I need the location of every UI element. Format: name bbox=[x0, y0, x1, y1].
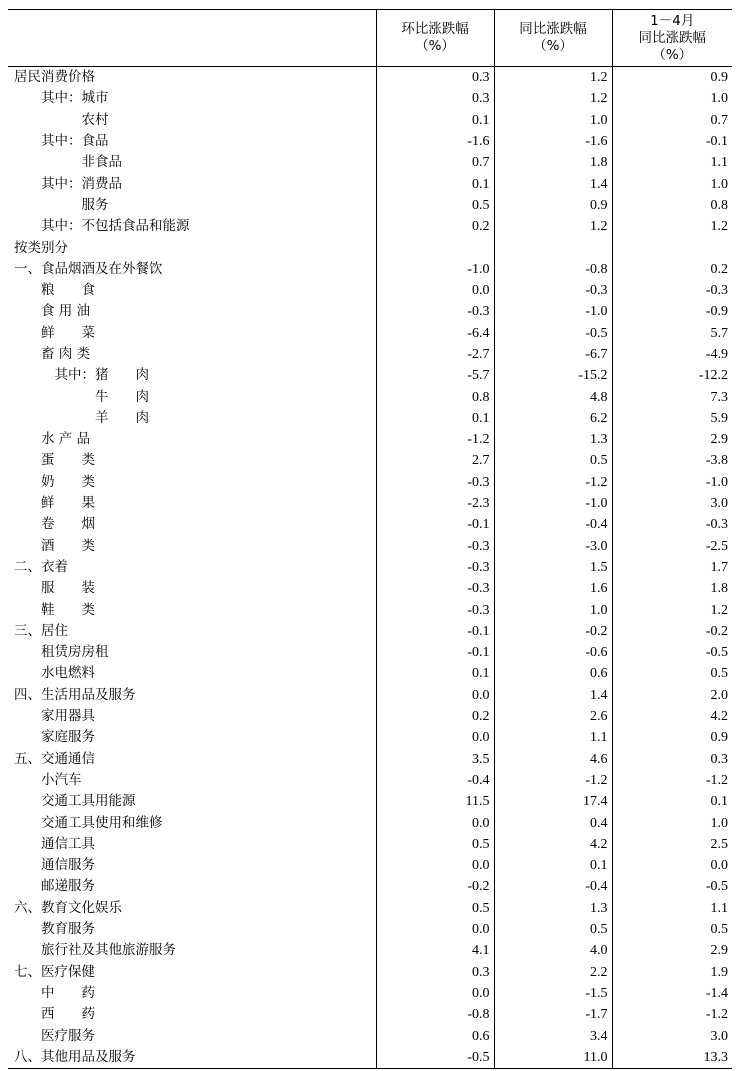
yoy-value: -1.0 bbox=[494, 493, 612, 514]
table-row bbox=[8, 642, 732, 663]
row-label: 交通工具用能源 bbox=[14, 793, 136, 810]
row-label: 农村 bbox=[14, 111, 109, 128]
row-label: 其中：猪 肉 bbox=[14, 367, 149, 384]
header-yoy-line-2: （%） bbox=[533, 38, 573, 54]
row-label: 奶 类 bbox=[14, 473, 95, 490]
table-body bbox=[8, 67, 732, 1069]
table-row bbox=[8, 706, 732, 727]
header-row bbox=[8, 10, 732, 67]
mom-value: -0.3 bbox=[376, 472, 494, 493]
mom-value: -0.3 bbox=[376, 578, 494, 599]
row-label: 服 装 bbox=[14, 580, 95, 597]
mom-value: 0.2 bbox=[376, 216, 494, 237]
yoy-value: 1.2 bbox=[494, 88, 612, 109]
ytd-value: -3.8 bbox=[612, 450, 732, 471]
table-row bbox=[8, 621, 732, 642]
row-label: 其中：不包括食品和能源 bbox=[14, 218, 190, 235]
row-label: 二、衣着 bbox=[14, 558, 68, 575]
yoy-value: 17.4 bbox=[494, 791, 612, 812]
ytd-value: 3.0 bbox=[612, 1025, 732, 1046]
yoy-value: -0.6 bbox=[494, 642, 612, 663]
table-row bbox=[8, 663, 732, 684]
mom-value: -0.5 bbox=[376, 1047, 494, 1069]
table-row bbox=[8, 514, 732, 535]
table-row bbox=[8, 685, 732, 706]
ytd-value: -12.2 bbox=[612, 365, 732, 386]
table-row bbox=[8, 876, 732, 897]
ytd-value: 1.8 bbox=[612, 578, 732, 599]
mom-value: -0.1 bbox=[376, 514, 494, 535]
mom-value: 0.0 bbox=[376, 812, 494, 833]
row-label: 家用器具 bbox=[14, 708, 95, 725]
yoy-value: 1.4 bbox=[494, 173, 612, 194]
mom-value: 0.0 bbox=[376, 280, 494, 301]
ytd-value: 1.0 bbox=[612, 812, 732, 833]
mom-value: -6.4 bbox=[376, 323, 494, 344]
ytd-value: 0.8 bbox=[612, 195, 732, 216]
mom-value: -1.6 bbox=[376, 131, 494, 152]
mom-value: 0.5 bbox=[376, 195, 494, 216]
ytd-value: 0.3 bbox=[612, 749, 732, 770]
table-row bbox=[8, 152, 732, 173]
row-label: 服务 bbox=[14, 196, 109, 213]
ytd-value: -4.9 bbox=[612, 344, 732, 365]
table-row bbox=[8, 940, 732, 961]
table-row bbox=[8, 770, 732, 791]
row-label: 畜 肉 类 bbox=[14, 346, 91, 362]
yoy-value: -0.4 bbox=[494, 876, 612, 897]
ytd-value: 3.0 bbox=[612, 493, 732, 514]
row-label: 牛 肉 bbox=[14, 388, 149, 405]
ytd-value: 13.3 bbox=[612, 1047, 732, 1069]
ytd-value: -0.1 bbox=[612, 131, 732, 152]
ytd-value: 0.9 bbox=[612, 67, 732, 89]
row-label: 酒 类 bbox=[14, 537, 95, 554]
table-row bbox=[8, 365, 732, 386]
yoy-value: -1.2 bbox=[494, 472, 612, 493]
ytd-value: 5.9 bbox=[612, 408, 732, 429]
mom-value: -0.1 bbox=[376, 642, 494, 663]
ytd-value: -0.3 bbox=[612, 514, 732, 535]
header-label-cell bbox=[8, 10, 376, 67]
table-row bbox=[8, 131, 732, 152]
yoy-value: -0.5 bbox=[494, 323, 612, 344]
yoy-value bbox=[494, 237, 612, 258]
table-row bbox=[8, 450, 732, 471]
yoy-value: -3.0 bbox=[494, 536, 612, 557]
mom-value: 0.3 bbox=[376, 961, 494, 982]
yoy-value: -0.2 bbox=[494, 621, 612, 642]
ytd-value: 2.9 bbox=[612, 429, 732, 450]
yoy-value: -0.3 bbox=[494, 280, 612, 301]
row-label: 其中：食品 bbox=[14, 133, 109, 150]
yoy-value: 1.2 bbox=[494, 67, 612, 89]
yoy-value: 2.6 bbox=[494, 706, 612, 727]
yoy-value: 6.2 bbox=[494, 408, 612, 429]
row-label: 食 用 油 bbox=[14, 303, 91, 320]
row-label: 粮 食 bbox=[14, 282, 95, 299]
ytd-value: -0.5 bbox=[612, 876, 732, 897]
yoy-value: 4.2 bbox=[494, 834, 612, 855]
mom-value: -1.2 bbox=[376, 429, 494, 450]
ytd-value: -0.2 bbox=[612, 621, 732, 642]
mom-value: 0.7 bbox=[376, 152, 494, 173]
ytd-value: 1.2 bbox=[612, 216, 732, 237]
table-row bbox=[8, 429, 732, 450]
ytd-value: -1.2 bbox=[612, 1004, 732, 1025]
table-row bbox=[8, 578, 732, 599]
header-ytd-line-1: 1－4月 bbox=[650, 12, 695, 29]
mom-value: 0.0 bbox=[376, 855, 494, 876]
mom-value: -0.3 bbox=[376, 536, 494, 557]
table-row bbox=[8, 834, 732, 855]
yoy-value: 0.1 bbox=[494, 855, 612, 876]
table-row bbox=[8, 67, 732, 89]
mom-value: -5.7 bbox=[376, 365, 494, 386]
mom-value: 0.5 bbox=[376, 834, 494, 855]
header-ytd-line-3: （%） bbox=[652, 46, 693, 63]
yoy-value: 1.3 bbox=[494, 898, 612, 919]
mom-value: 0.0 bbox=[376, 727, 494, 748]
yoy-value: -0.4 bbox=[494, 514, 612, 535]
row-label: 七、医疗保健 bbox=[14, 963, 95, 980]
mom-value: -0.2 bbox=[376, 876, 494, 897]
row-label: 六、教育文化娱乐 bbox=[14, 899, 122, 916]
table-row bbox=[8, 727, 732, 748]
mom-value: 0.1 bbox=[376, 663, 494, 684]
row-label: 非食品 bbox=[14, 154, 122, 171]
row-label: 五、交通通信 bbox=[14, 750, 95, 767]
table-row bbox=[8, 216, 732, 237]
yoy-value: 1.0 bbox=[494, 110, 612, 131]
row-label: 租赁房房租 bbox=[14, 644, 109, 661]
yoy-value: 0.9 bbox=[494, 195, 612, 216]
ytd-value: 4.2 bbox=[612, 706, 732, 727]
yoy-value: 1.6 bbox=[494, 578, 612, 599]
table-row bbox=[8, 173, 732, 194]
ytd-value: 0.5 bbox=[612, 919, 732, 940]
ytd-value: 0.2 bbox=[612, 259, 732, 280]
header-yoy-line-1: 同比涨跌幅 bbox=[519, 21, 587, 37]
table-row bbox=[8, 961, 732, 982]
row-label: 交通工具使用和维修 bbox=[14, 814, 163, 831]
mom-value: 0.5 bbox=[376, 898, 494, 919]
table-row bbox=[8, 259, 732, 280]
yoy-value: -6.7 bbox=[494, 344, 612, 365]
table-row bbox=[8, 1047, 732, 1069]
yoy-value: 4.0 bbox=[494, 940, 612, 961]
ytd-value: 0.1 bbox=[612, 791, 732, 812]
yoy-value: 1.0 bbox=[494, 599, 612, 620]
table-row bbox=[8, 812, 732, 833]
ytd-value: -0.9 bbox=[612, 301, 732, 322]
header-yoy bbox=[494, 10, 612, 67]
row-label: 通信服务 bbox=[14, 857, 95, 874]
cpi-table bbox=[8, 9, 732, 1069]
ytd-value: 1.0 bbox=[612, 88, 732, 109]
mom-value: 3.5 bbox=[376, 749, 494, 770]
table-row bbox=[8, 898, 732, 919]
row-label: 四、生活用品及服务 bbox=[14, 686, 136, 703]
table-row bbox=[8, 323, 732, 344]
yoy-value: 1.1 bbox=[494, 727, 612, 748]
yoy-value: 0.5 bbox=[494, 919, 612, 940]
row-label: 鞋 类 bbox=[14, 601, 95, 618]
ytd-value: -1.0 bbox=[612, 472, 732, 493]
yoy-value: 0.5 bbox=[494, 450, 612, 471]
yoy-value: 1.8 bbox=[494, 152, 612, 173]
row-label: 鲜 菜 bbox=[14, 324, 95, 341]
mom-value: -1.0 bbox=[376, 259, 494, 280]
mom-value: -0.1 bbox=[376, 621, 494, 642]
header-mom bbox=[376, 10, 494, 67]
row-label: 通信工具 bbox=[14, 835, 95, 852]
yoy-value: 11.0 bbox=[494, 1047, 612, 1069]
table-row bbox=[8, 280, 732, 301]
ytd-value: 5.7 bbox=[612, 323, 732, 344]
row-label: 鲜 果 bbox=[14, 495, 95, 512]
mom-value: -2.7 bbox=[376, 344, 494, 365]
table-row bbox=[8, 88, 732, 109]
mom-value: 4.1 bbox=[376, 940, 494, 961]
table-row bbox=[8, 110, 732, 131]
mom-value: 11.5 bbox=[376, 791, 494, 812]
row-label: 医疗服务 bbox=[14, 1027, 95, 1044]
mom-value: 0.1 bbox=[376, 110, 494, 131]
yoy-value: 1.3 bbox=[494, 429, 612, 450]
yoy-value: 2.2 bbox=[494, 961, 612, 982]
yoy-value: 4.6 bbox=[494, 749, 612, 770]
mom-value: 0.0 bbox=[376, 919, 494, 940]
row-label: 教育服务 bbox=[14, 921, 95, 938]
ytd-value: 7.3 bbox=[612, 386, 732, 407]
mom-value: 0.1 bbox=[376, 173, 494, 194]
mom-value: 0.3 bbox=[376, 67, 494, 89]
row-label: 旅行社及其他旅游服务 bbox=[14, 942, 176, 959]
ytd-value: 0.5 bbox=[612, 663, 732, 684]
yoy-value: -1.7 bbox=[494, 1004, 612, 1025]
row-label: 其中：消费品 bbox=[14, 175, 122, 192]
yoy-value: 1.2 bbox=[494, 216, 612, 237]
table-row bbox=[8, 195, 732, 216]
table-row bbox=[8, 983, 732, 1004]
ytd-value: 1.1 bbox=[612, 898, 732, 919]
row-label: 三、居住 bbox=[14, 622, 68, 639]
ytd-value: 2.0 bbox=[612, 685, 732, 706]
yoy-value: -1.6 bbox=[494, 131, 612, 152]
yoy-value: 3.4 bbox=[494, 1025, 612, 1046]
mom-value: 2.7 bbox=[376, 450, 494, 471]
ytd-value: 0.0 bbox=[612, 855, 732, 876]
yoy-value: -0.8 bbox=[494, 259, 612, 280]
row-label: 小汽车 bbox=[14, 771, 82, 788]
mom-value bbox=[376, 237, 494, 258]
ytd-value: 1.9 bbox=[612, 961, 732, 982]
header-ytd-line-2: 同比涨跌幅 bbox=[638, 29, 706, 46]
table-row bbox=[8, 301, 732, 322]
ytd-value: 1.0 bbox=[612, 173, 732, 194]
row-label: 邮递服务 bbox=[14, 878, 95, 895]
row-label: 卷 烟 bbox=[14, 516, 95, 533]
header-mom-line-2: （%） bbox=[415, 38, 455, 54]
mom-value: -2.3 bbox=[376, 493, 494, 514]
mom-value: 0.0 bbox=[376, 685, 494, 706]
mom-value: -0.3 bbox=[376, 599, 494, 620]
table-row bbox=[8, 493, 732, 514]
row-label: 居民消费价格 bbox=[14, 69, 95, 86]
yoy-value: -1.2 bbox=[494, 770, 612, 791]
row-label: 羊 肉 bbox=[14, 409, 149, 426]
row-label: 八、其他用品及服务 bbox=[8, 1047, 376, 1069]
row-label: 水电燃料 bbox=[14, 665, 95, 682]
row-label: 蛋 类 bbox=[14, 452, 95, 469]
table-row bbox=[8, 791, 732, 812]
mom-value: -0.3 bbox=[376, 301, 494, 322]
ytd-value: -0.3 bbox=[612, 280, 732, 301]
ytd-value: -1.2 bbox=[612, 770, 732, 791]
table-row bbox=[8, 472, 732, 493]
mom-value: -0.3 bbox=[376, 557, 494, 578]
ytd-value: -2.5 bbox=[612, 536, 732, 557]
ytd-value: 2.9 bbox=[612, 940, 732, 961]
ytd-value: 0.9 bbox=[612, 727, 732, 748]
mom-value: 0.3 bbox=[376, 88, 494, 109]
yoy-value: 1.5 bbox=[494, 557, 612, 578]
table-header bbox=[8, 10, 732, 67]
table-row bbox=[8, 1025, 732, 1046]
header-mom-line-1: 环比涨跌幅 bbox=[401, 21, 469, 37]
row-label: 一、食品烟酒及在外餐饮 bbox=[14, 260, 163, 277]
row-label: 其中：城市 bbox=[14, 90, 109, 107]
row-label: 按类别分 bbox=[14, 239, 68, 256]
yoy-value: 4.8 bbox=[494, 386, 612, 407]
ytd-value: -0.5 bbox=[612, 642, 732, 663]
ytd-value: -1.4 bbox=[612, 983, 732, 1004]
yoy-value: 1.4 bbox=[494, 685, 612, 706]
mom-value: 0.8 bbox=[376, 386, 494, 407]
ytd-value: 2.5 bbox=[612, 834, 732, 855]
row-label: 西 药 bbox=[14, 1006, 95, 1023]
table-row bbox=[8, 536, 732, 557]
row-label: 水 产 品 bbox=[14, 431, 91, 448]
mom-value: -0.8 bbox=[376, 1004, 494, 1025]
table-row bbox=[8, 919, 732, 940]
row-label: 中 药 bbox=[14, 984, 95, 1001]
yoy-value: -1.5 bbox=[494, 983, 612, 1004]
header-ytd bbox=[612, 10, 732, 67]
ytd-value: 1.2 bbox=[612, 599, 732, 620]
row-label: 家庭服务 bbox=[14, 729, 95, 746]
table-row bbox=[8, 599, 732, 620]
mom-value: 0.6 bbox=[376, 1025, 494, 1046]
yoy-value: 0.4 bbox=[494, 812, 612, 833]
mom-value: 0.0 bbox=[376, 983, 494, 1004]
ytd-value: 1.1 bbox=[612, 152, 732, 173]
table-row bbox=[8, 408, 732, 429]
table-row bbox=[8, 386, 732, 407]
table-row bbox=[8, 855, 732, 876]
table-row bbox=[8, 749, 732, 770]
ytd-value: 0.7 bbox=[612, 110, 732, 131]
mom-value: 0.1 bbox=[376, 408, 494, 429]
mom-value: 0.2 bbox=[376, 706, 494, 727]
table-row bbox=[8, 1004, 732, 1025]
table-row bbox=[8, 557, 732, 578]
table-row bbox=[8, 344, 732, 365]
ytd-value bbox=[612, 237, 732, 258]
yoy-value: -15.2 bbox=[494, 365, 612, 386]
table-row bbox=[8, 237, 732, 258]
yoy-value: -1.0 bbox=[494, 301, 612, 322]
yoy-value: 0.6 bbox=[494, 663, 612, 684]
mom-value: -0.4 bbox=[376, 770, 494, 791]
ytd-value: 1.7 bbox=[612, 557, 732, 578]
